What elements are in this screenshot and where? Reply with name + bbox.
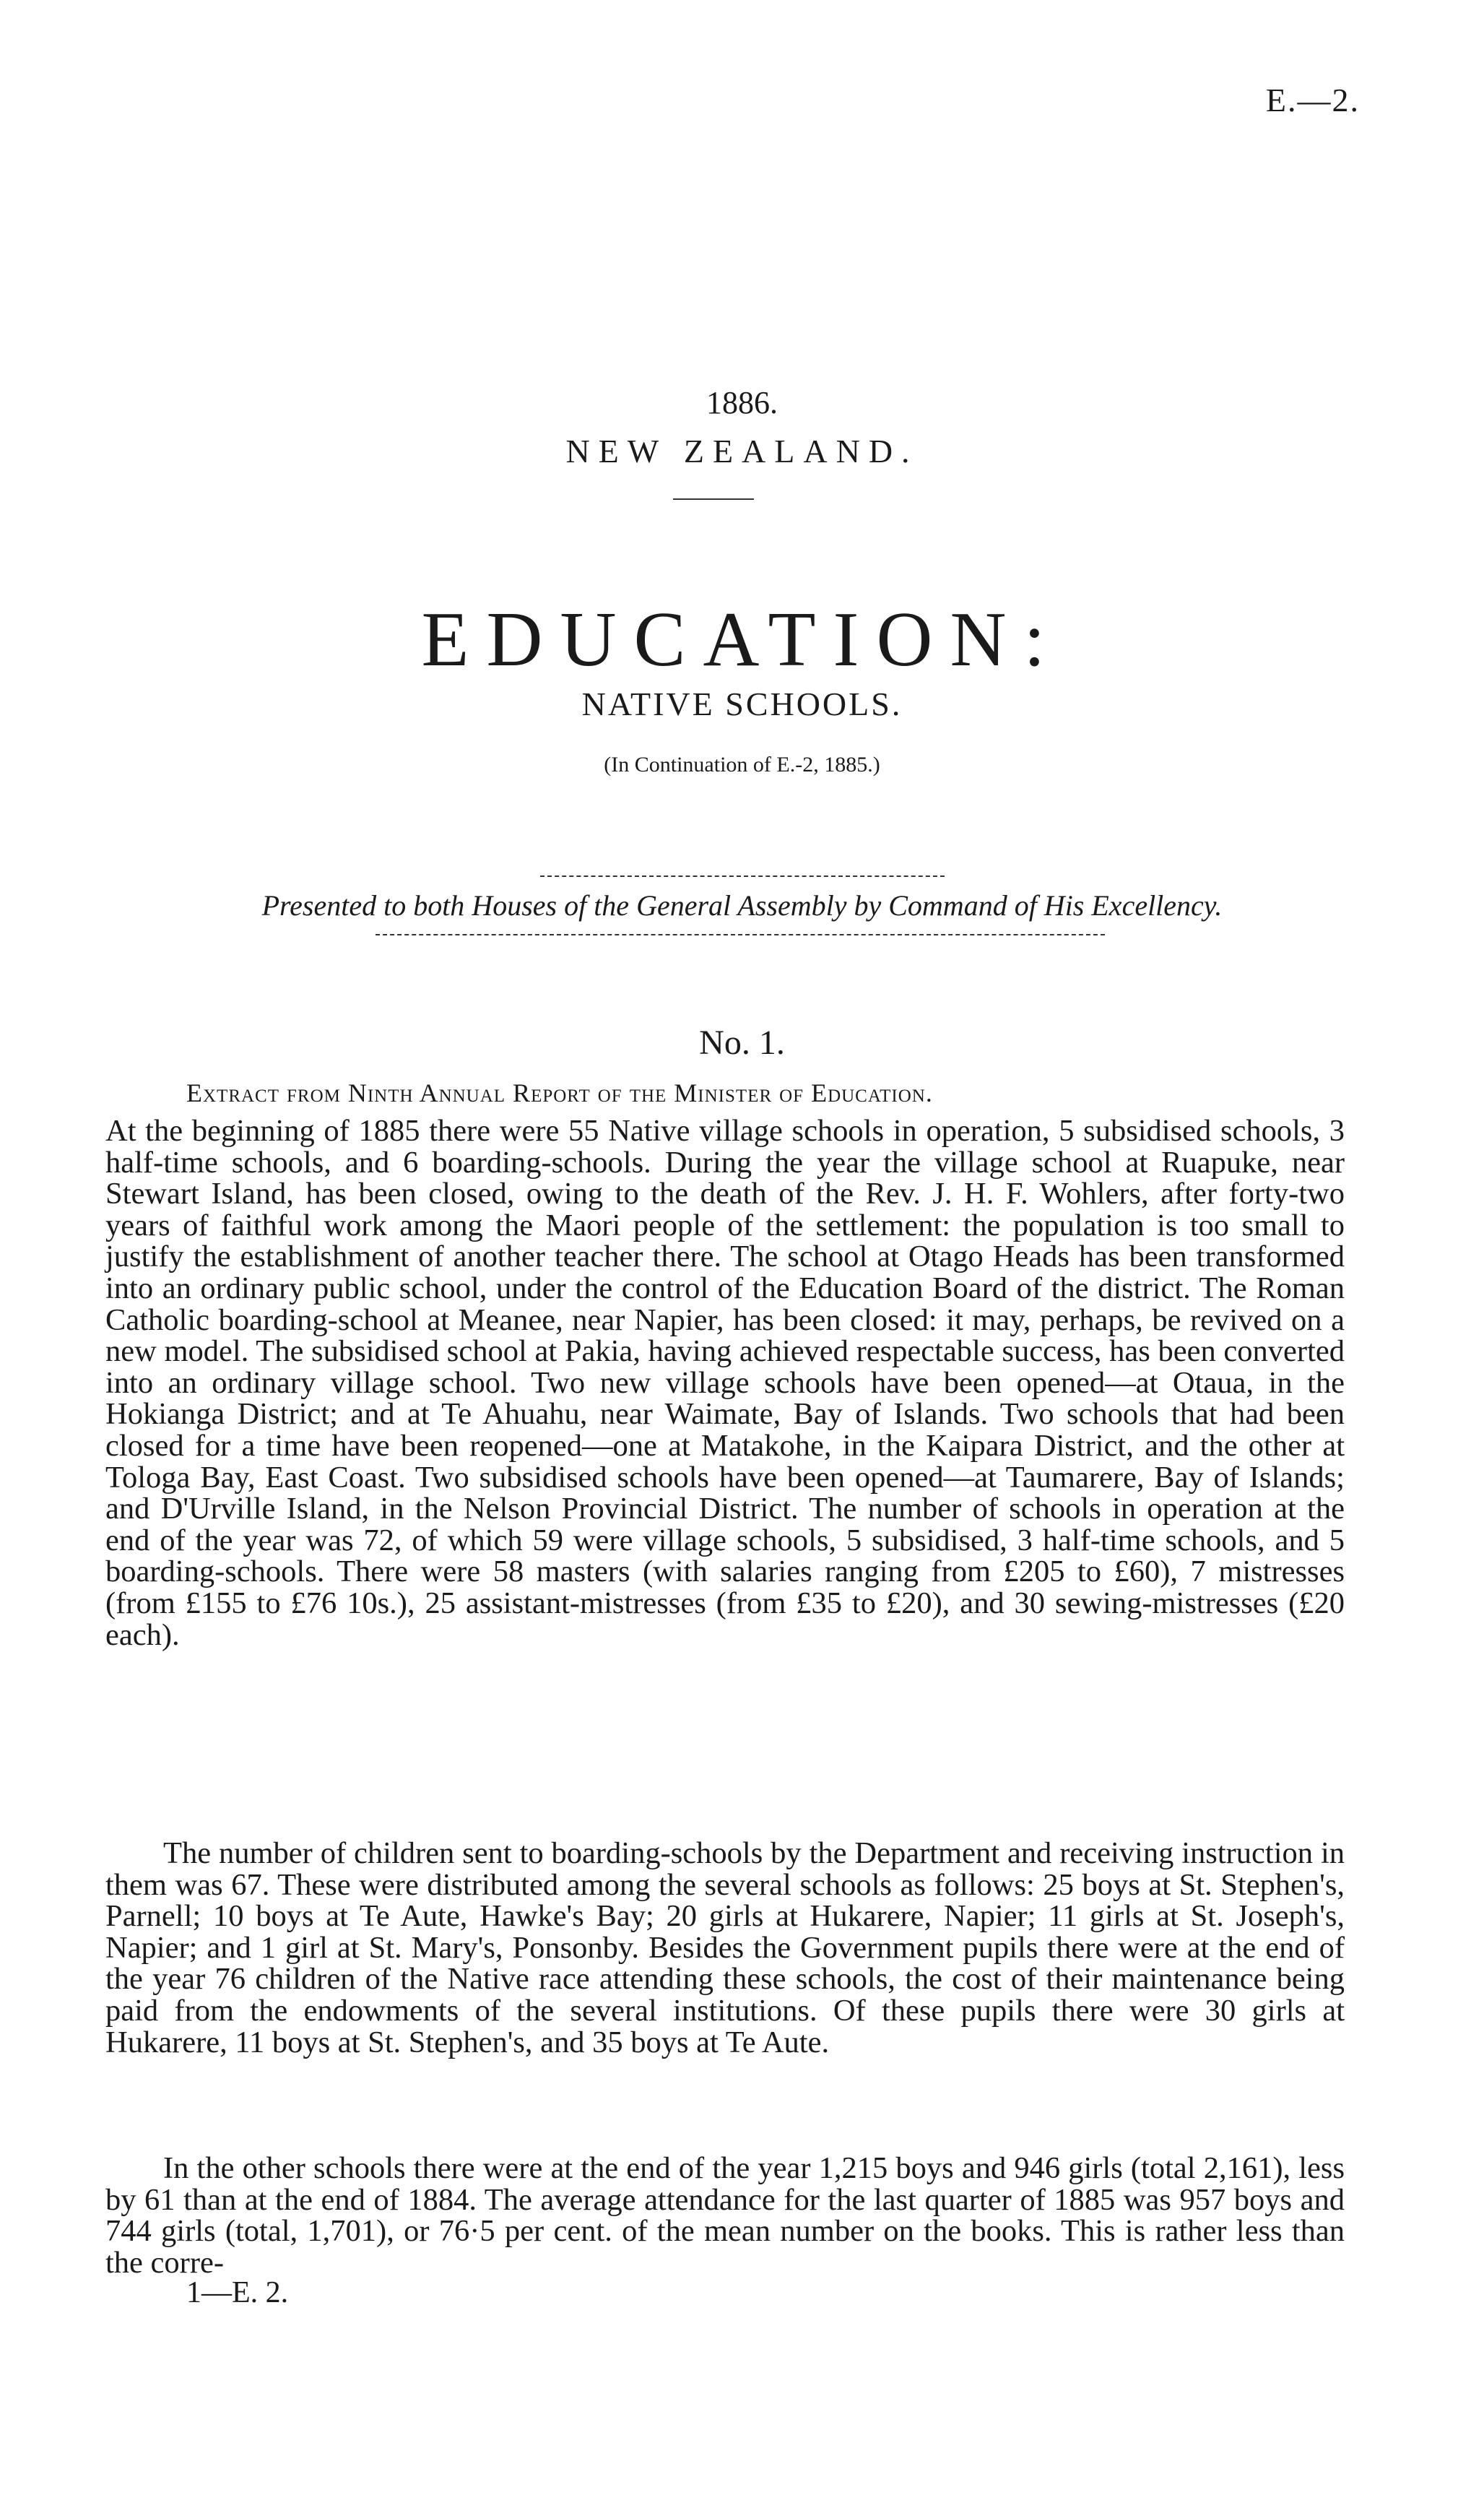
paragraph-1: At the beginning of 1885 there were 55 Native village schools in operation, 5 subsidised schools, 3 half-time schools, and 6 boarding-schools. During the year the village school at Ruapuke, near Stewart Island, has been closed, owing to the death of the Rev. J. H. F. Wohlers, after forty-two years of faithful work among the Maori people of the settlement: the population is too small to justify the establishment of another teacher there. The school at Otago Heads has been transformed into an ordinary public school, under the control of the Education Board of the district. The Roman Catholic boarding-school at Meanee, near Napier, has been closed: it may, perhaps, be revived on a new model. The subsidised school at Pakia, having achieved respectable success, has been converted into an ordinary village school. Two new village schools have been opened—at Otaua, in the Hokianga District; and at Te Ahuahu, near Waimate, Bay of Islands. Two schools that had been closed for a time have been reopened—one at Matakohe, in the Kaipara District, and the other at Tologa Bay, East Coast. Two subsidised schools have been opened—at Taumarere, Bay of Islands; and D'Urville Island, in the Nelson Provincial District. The number of schools in operation at the end of the year was 72, of which 59 were village schools, 5 subsidised, 3 half-time schools, and 5 boarding-schools. There were 58 masters (with salaries ranging from £205 to £60), 7 mistresses (from £155 to £76 10s.), 25 assistant-mistresses (from £35 to £20), and 30 sewing-mistresses (£20 each). (105, 1114, 1345, 1652)
country-name: NEW ZEALAND. (565, 433, 919, 470)
divider-short (673, 498, 754, 500)
document-reference: E.—2. (1265, 82, 1360, 118)
subtitle: NATIVE SCHOOLS. (581, 686, 903, 722)
divider-bottom-presented (376, 934, 1105, 935)
presented-line: Presented to both Houses of the General Assembly by Command of His Excellency. (261, 889, 1223, 922)
divider-top-presented (540, 875, 945, 877)
section-number: No. 1. (699, 1024, 785, 1062)
paragraph-3: In the other schools there were at the end of the year 1,215 boys and 946 girls (total 2,161), less by 61 than at the end of 1884. The average attendance for the last quarter of 1885 was 957 boys and 744 girls (total, 1,701), or 76·5 per cent. of the mean number on the books. This is rather less than the corre- (105, 2151, 1345, 2280)
page-signature: 1—E. 2. (186, 2276, 289, 2309)
extract-heading: Extract from Ninth Annual Report of the Minister of Education. (186, 1078, 933, 1107)
report-year: 1886. (706, 385, 778, 420)
main-title: EDUCATION: (421, 597, 1063, 683)
paragraph-2: The number of children sent to boarding-schools by the Department and receiving instruction in them was 67. These were distributed among the several schools as follows: 25 boys at St. Stephen's, Parnell; 10 boys at Te Aute, Hawke's Bay; 20 girls at Hukarere, Napier; 11 girls at St. Joseph's, Napier; and 1 girl at St. Mary's, Ponsonby. Besides the Government pupils there were at the end of the year 76 children of the Native race attending these schools, the cost of their maintenance being paid from the endowments of the several institutions. Of these pupils there were 30 girls at Hukarere, 11 boys at St. Stephen's, and 35 boys at Te Aute. (105, 1836, 1345, 2059)
continuation-note: (In Continuation of E.-2, 1885.) (604, 753, 880, 777)
